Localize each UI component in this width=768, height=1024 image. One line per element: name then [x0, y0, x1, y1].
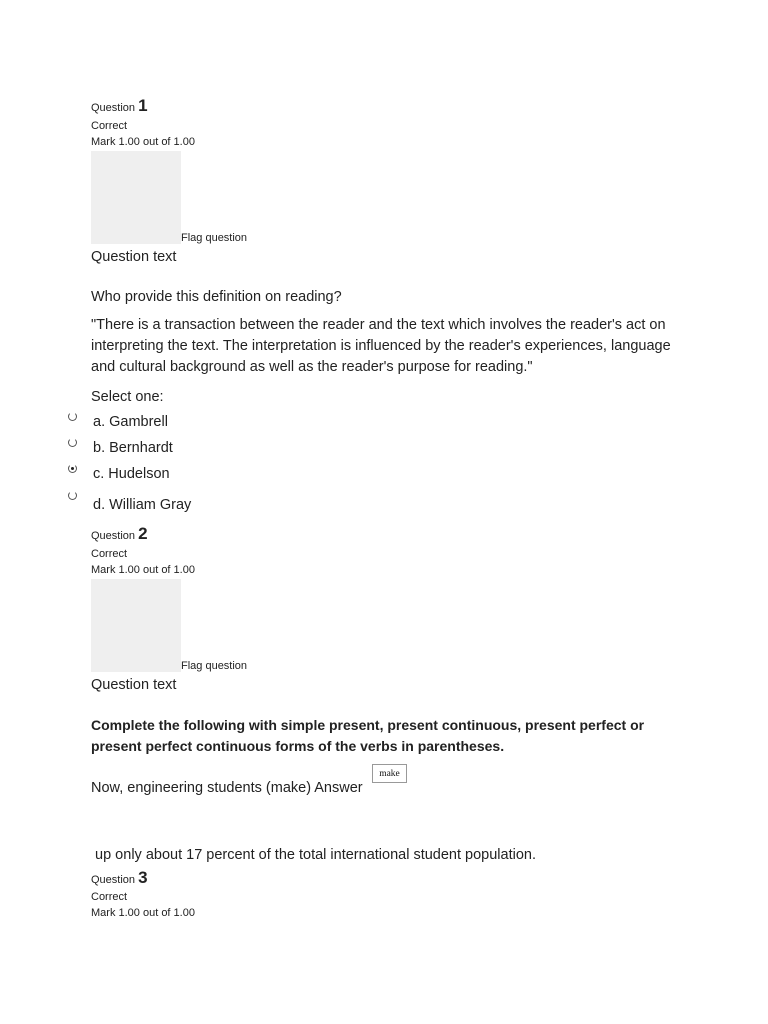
question-2-mark: Mark 1.00 out of 1.00 [91, 564, 195, 576]
option-b-label[interactable]: b. Bernhardt [93, 440, 173, 456]
question-3-mark: Mark 1.00 out of 1.00 [91, 907, 195, 919]
question-1-mark: Mark 1.00 out of 1.00 [91, 136, 195, 148]
question-quote: "There is a transaction between the reader and the text which involves the reader's act on interpreting the text. The interpretation is influenced by the reader's experiences, language and cultural background as well as the reader's purpose for reading." [91, 317, 671, 375]
option-b-radio[interactable] [68, 438, 77, 447]
question-2-header [91, 524, 148, 544]
question-number: 3 [138, 868, 148, 887]
question-number: 2 [138, 524, 148, 543]
option-c-radio-selected[interactable] [68, 464, 77, 473]
flag-question-link[interactable]: Flag question [181, 232, 248, 244]
option-d-label[interactable]: d. William Gray [93, 497, 192, 513]
question-1-state: Correct [91, 120, 128, 132]
answer-input[interactable] [372, 764, 407, 783]
question-label: Question [91, 874, 136, 886]
question-number: 1 [138, 96, 148, 115]
flag-question-link[interactable]: Flag question [181, 660, 248, 672]
question-instruction: Complete the following with simple present, present continuous, present perfect or present perfect continuous forms of the verbs in parentheses. [91, 717, 645, 754]
sentence-end: up only about 17 percent of the total international student population. [91, 847, 536, 863]
question-2-state: Correct [91, 548, 128, 560]
question-label: Question [91, 102, 136, 114]
option-a-radio[interactable] [68, 412, 77, 421]
option-c-label[interactable]: c. Hudelson [93, 466, 170, 482]
question-1-header [91, 96, 148, 116]
option-a-label[interactable]: a. Gambrell [93, 414, 168, 430]
select-one-label: Select one: [91, 389, 164, 405]
flag-icon[interactable] [91, 151, 181, 244]
option-d-radio[interactable] [68, 491, 77, 500]
question-text-heading: Question text [91, 677, 177, 693]
question-prompt: Who provide this definition on reading? [91, 289, 342, 305]
question-3-header [91, 868, 148, 888]
question-3-state: Correct [91, 891, 128, 903]
question-label: Question [91, 530, 136, 542]
question-text-heading: Question text [91, 249, 177, 265]
flag-icon[interactable] [91, 579, 181, 672]
sentence-start: Now, engineering students (make) Answer [91, 780, 363, 796]
